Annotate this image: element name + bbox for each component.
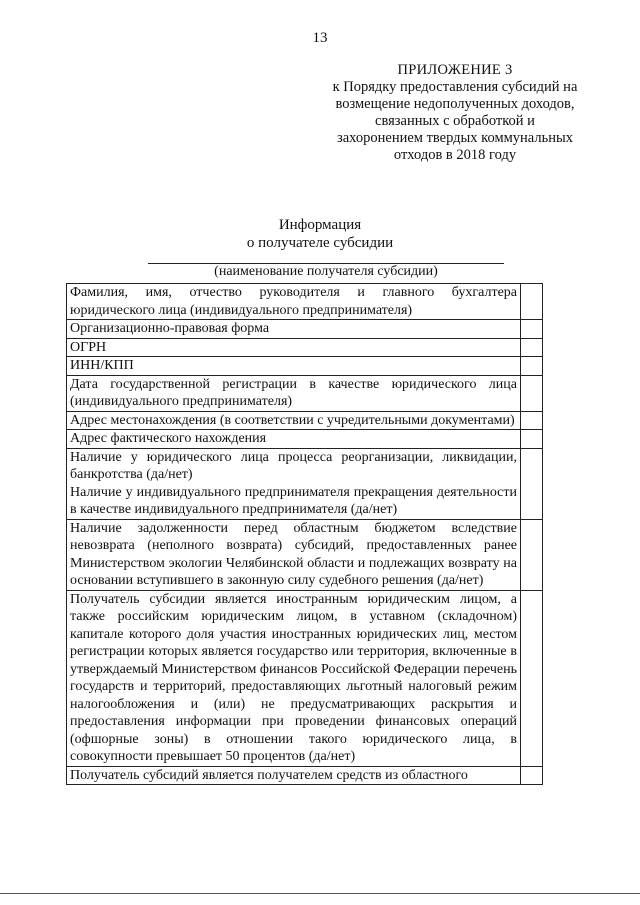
table-row: [67, 338, 543, 357]
row-label: Получатель субсидий является получателем средств из областного: [67, 766, 521, 785]
row-label: Дата государственной регистрации в качестве юридического лица (индивидуального предпринимателя): [67, 375, 521, 411]
appendix-line: связанных с обработкой и: [375, 113, 535, 129]
table-row: [67, 411, 543, 430]
recipient-info-table: [66, 283, 543, 785]
appendix-line: отходов в 2018 году: [393, 147, 517, 163]
row-value-cell: [521, 411, 543, 430]
table-row: [67, 766, 543, 785]
appendix-line: захоронением твердых коммунальных: [337, 130, 573, 146]
table-row: [67, 284, 543, 320]
row-label: Получатель субсидии является иностранным юридическим лицом, а также российским юридическим лицом, в уставном (складочном) капитале которого доля участия иностранных юридических лиц, местом регистрации которых является государство или территория, включенные в утверждаемый Министерством финансов Российской Федерации перечень государств и территорий, предоставляющих льготный налоговый режим налогообложения и (или) не предусматривающих раскрытия и предоставления информации при проведении финансовых операций (офшорные зоны) в отношении такого юридического лица, в совокупности превышает 50 процентов (да/нет): [67, 590, 521, 766]
row-value-cell: [521, 338, 543, 357]
row-label: [67, 448, 521, 519]
row-label: Фамилия, имя, отчество руководителя и главного бухгалтера юридического лица (индивидуального предпринимателя): [67, 284, 521, 320]
table-row: [67, 590, 543, 766]
info-heading: [0, 216, 640, 252]
page-bottom-rule: [0, 893, 640, 894]
row-value-cell: [521, 519, 543, 590]
table-row: [67, 357, 543, 376]
row-value-cell: [521, 766, 543, 785]
table-row: [67, 320, 543, 339]
row-value-cell: [521, 590, 543, 766]
page-number: 13: [312, 30, 328, 46]
row-label: Наличие задолженности перед областным бюджетом вследствие невозврата (неполного возврата) субсидий, предоставленных ранее Министерством экологии Челябинской области и подлежащих возврату на основании вступившего в законную силу судебного решения (да/нет): [67, 519, 521, 590]
recipient-name-caption: (наименование получателя субсидии): [214, 264, 438, 279]
appendix-line: возмещение недополученных доходов,: [335, 96, 575, 112]
appendix-line: к Порядку предоставления субсидий на: [332, 79, 578, 95]
row-label: Организационно-правовая форма: [67, 320, 521, 339]
table-row: [67, 448, 543, 519]
table-row: [67, 519, 543, 590]
row-label: Адрес фактического нахождения: [67, 430, 521, 449]
row-label-part: Наличие у юридического лица процесса реорганизации, ликвидации, банкротства (да/нет): [70, 449, 517, 482]
appendix-title: ПРИЛОЖЕНИЕ 3: [397, 62, 513, 78]
row-value-cell: [521, 430, 543, 449]
row-value-cell: [521, 448, 543, 519]
info-subtitle: о получателе субсидии: [246, 235, 394, 251]
row-value-cell: [521, 375, 543, 411]
row-value-cell: [521, 357, 543, 376]
row-value-cell: [521, 284, 543, 320]
row-value-cell: [521, 320, 543, 339]
table-row: [67, 375, 543, 411]
row-label: ИНН/КПП: [67, 357, 521, 376]
row-label-part: Наличие у индивидуального предпринимателя прекращения деятельности в качестве индивидуального предпринимателя (да/нет): [70, 484, 517, 517]
info-title: Информация: [278, 217, 362, 233]
row-label: Адрес местонахождения (в соответствии с учредительными документами): [67, 411, 521, 430]
row-label: ОГРН: [67, 338, 521, 357]
appendix-block: [305, 62, 605, 164]
table-row: [67, 430, 543, 449]
